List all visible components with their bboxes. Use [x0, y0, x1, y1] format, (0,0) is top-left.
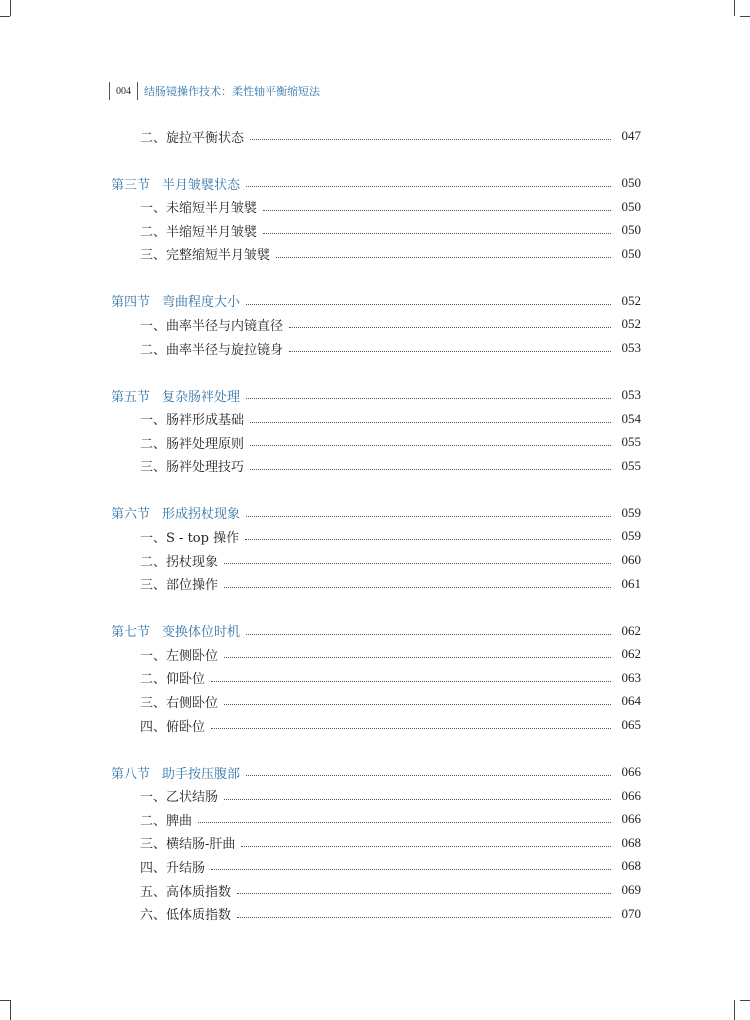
toc-page-number: 061 [621, 575, 641, 591]
toc-section-row[interactable] [111, 502, 641, 524]
dot-leader [246, 774, 611, 776]
dot-leader [250, 444, 611, 446]
toc-item-label: 二、脾曲 [140, 813, 193, 829]
dot-leader [246, 303, 611, 305]
dot-leader [250, 468, 611, 470]
section-title: 变换体位时机 [162, 625, 241, 641]
section-number: 第七节 [111, 625, 151, 641]
toc-item-row[interactable] [140, 903, 641, 925]
toc-item-label: 二、仰卧位 [140, 672, 206, 688]
dot-leader [250, 138, 611, 140]
dot-leader [246, 633, 611, 635]
toc-page-number: 062 [621, 646, 641, 662]
toc-page-number: 060 [621, 552, 641, 567]
toc-item-row[interactable] [140, 243, 641, 265]
toc-section-heading [111, 174, 240, 193]
toc-page-number: 052 [621, 292, 641, 308]
toc-item-row[interactable] [140, 431, 641, 453]
toc-page-number: 050 [621, 222, 641, 238]
section-number: 第五节 [111, 389, 151, 405]
toc-page-number: 054 [621, 410, 641, 426]
toc-section-heading [111, 621, 240, 640]
toc-item-row[interactable] [140, 549, 641, 571]
header-book-title: 结肠镜操作技术：柔性轴平衡缩短法 [144, 85, 320, 98]
dot-leader [246, 185, 611, 187]
section-number: 第四节 [111, 295, 151, 311]
toc-page-number: 068 [621, 858, 641, 874]
toc-item-label: 一、左侧卧位 [140, 648, 219, 664]
toc-item-label: 二、肠袢处理原则 [140, 436, 245, 452]
toc-section-row[interactable] [111, 620, 641, 642]
toc-item-label: 三、右侧卧位 [140, 695, 219, 711]
toc-item-row[interactable] [140, 573, 641, 595]
dot-leader [224, 562, 611, 564]
toc-item-row[interactable] [140, 832, 641, 854]
toc-item-row[interactable] [140, 855, 641, 877]
toc-item-row[interactable] [140, 219, 641, 241]
dot-leader [237, 916, 611, 918]
section-number: 第三节 [111, 177, 151, 193]
dot-leader [246, 397, 611, 399]
toc-page-number: 066 [621, 764, 641, 779]
dot-leader [237, 892, 611, 894]
crop-mark [734, 1000, 735, 1020]
toc-item-row[interactable] [140, 714, 641, 736]
section-title: 弯曲程度大小 [162, 295, 241, 311]
dot-leader [198, 821, 611, 823]
toc-page-number: 066 [621, 811, 641, 827]
header-divider [137, 82, 138, 100]
crop-mark [734, 0, 735, 16]
dot-leader [263, 232, 611, 234]
crop-mark [10, 1000, 11, 1020]
toc-item-label: 一、曲率半径与内镜直径 [140, 318, 284, 334]
toc-item-label: 二、曲率半径与旋拉镜身 [140, 342, 284, 358]
toc-section-row[interactable] [111, 172, 641, 194]
crop-mark [0, 16, 10, 17]
toc-item-row[interactable] [140, 408, 641, 430]
toc-page-number: 052 [621, 316, 641, 332]
dot-leader [224, 656, 611, 658]
toc-page-number: 064 [621, 693, 641, 709]
toc-page-number: 050 [621, 198, 641, 214]
toc-section-heading [111, 503, 240, 522]
section-number: 第六节 [111, 507, 151, 523]
toc-section-heading [111, 291, 240, 310]
toc-page-number: 059 [621, 504, 641, 520]
toc-page-number: 053 [621, 387, 641, 402]
dot-leader [211, 868, 611, 870]
dot-leader [276, 256, 611, 258]
dot-leader [241, 845, 611, 847]
toc-item-label: 六、低体质指数 [140, 908, 232, 924]
toc-page-number: 053 [621, 340, 641, 355]
toc-page-number: 070 [621, 905, 641, 921]
crop-mark [740, 1000, 750, 1001]
section-number: 第八节 [111, 766, 151, 782]
dot-leader [245, 538, 611, 540]
dot-leader [224, 798, 611, 800]
toc-page-number: 062 [621, 622, 641, 638]
toc-item-label: 二、旋拉平衡状态 [140, 130, 245, 146]
toc-item-row[interactable] [140, 337, 641, 359]
toc-item-label: 一、肠袢形成基础 [140, 413, 245, 429]
header-divider [109, 82, 110, 100]
toc-item-label: 四、俯卧位 [140, 719, 206, 735]
toc-item-label: 一、乙状结肠 [140, 790, 219, 806]
toc-item-label: 五、高体质指数 [140, 884, 232, 900]
crop-mark [0, 1000, 10, 1001]
toc-page-number: 065 [621, 717, 641, 732]
crop-mark [10, 0, 11, 16]
toc-item-row[interactable] [140, 525, 641, 547]
toc-item-label: 四、升结肠 [140, 860, 206, 876]
toc-section-heading [111, 386, 240, 405]
toc-item-label: 二、拐杖现象 [140, 554, 219, 570]
toc-page-number: 050 [621, 245, 641, 261]
dot-leader [211, 727, 611, 729]
dot-leader [246, 515, 611, 517]
toc-item-row[interactable] [140, 313, 641, 335]
toc-item-label: 一、未缩短半月皱襞 [140, 201, 258, 217]
toc-page-number: 059 [621, 528, 641, 544]
toc-page-number: 055 [621, 457, 641, 473]
dot-leader [289, 326, 611, 328]
dot-leader [224, 703, 611, 705]
toc-section-row[interactable] [111, 761, 641, 783]
toc-item-row[interactable] [140, 455, 641, 477]
section-title: 复杂肠袢处理 [162, 389, 241, 405]
toc-section-row[interactable] [111, 290, 641, 312]
toc-page-number: 047 [621, 128, 641, 143]
header-page-number: 004 [116, 85, 131, 97]
toc-page-number: 066 [621, 787, 641, 803]
toc-item-row[interactable] [140, 785, 641, 807]
dot-leader [250, 421, 611, 423]
dot-leader [289, 350, 611, 352]
toc-item-label: 三、肠袢处理技巧 [140, 460, 245, 476]
toc-item-row[interactable] [140, 667, 641, 689]
running-header [109, 80, 320, 102]
dot-leader [211, 680, 611, 682]
toc-page-number: 068 [621, 834, 641, 850]
dot-leader [263, 209, 611, 211]
toc-page-number: 050 [621, 175, 641, 190]
toc-section-heading [111, 763, 240, 782]
toc-page-number: 069 [621, 882, 641, 897]
toc-item-row[interactable] [140, 879, 641, 901]
toc-item-label: 三、部位操作 [140, 578, 219, 594]
toc-item-label: 三、完整缩短半月皱襞 [140, 248, 271, 264]
toc-item-row[interactable] [140, 808, 641, 830]
toc-item-row[interactable] [140, 690, 641, 712]
toc-page-number: 055 [621, 434, 641, 450]
section-title: 半月皱襞状态 [162, 177, 241, 193]
toc-item-row[interactable] [140, 125, 641, 147]
toc-item-row[interactable] [140, 643, 641, 665]
dot-leader [224, 586, 611, 588]
toc-section-row[interactable] [111, 384, 641, 406]
toc-item-label: 三、横结肠-肝曲 [140, 837, 236, 853]
section-title: 助手按压腹部 [162, 766, 241, 782]
toc-item-row[interactable] [140, 196, 641, 218]
toc-page-number: 063 [621, 669, 641, 685]
crop-mark [740, 16, 750, 17]
section-title: 形成拐杖现象 [162, 507, 241, 523]
toc-item-label: 二、半缩短半月皱襞 [140, 224, 258, 240]
toc-item-label: 一、S - top 操作 [140, 530, 240, 546]
